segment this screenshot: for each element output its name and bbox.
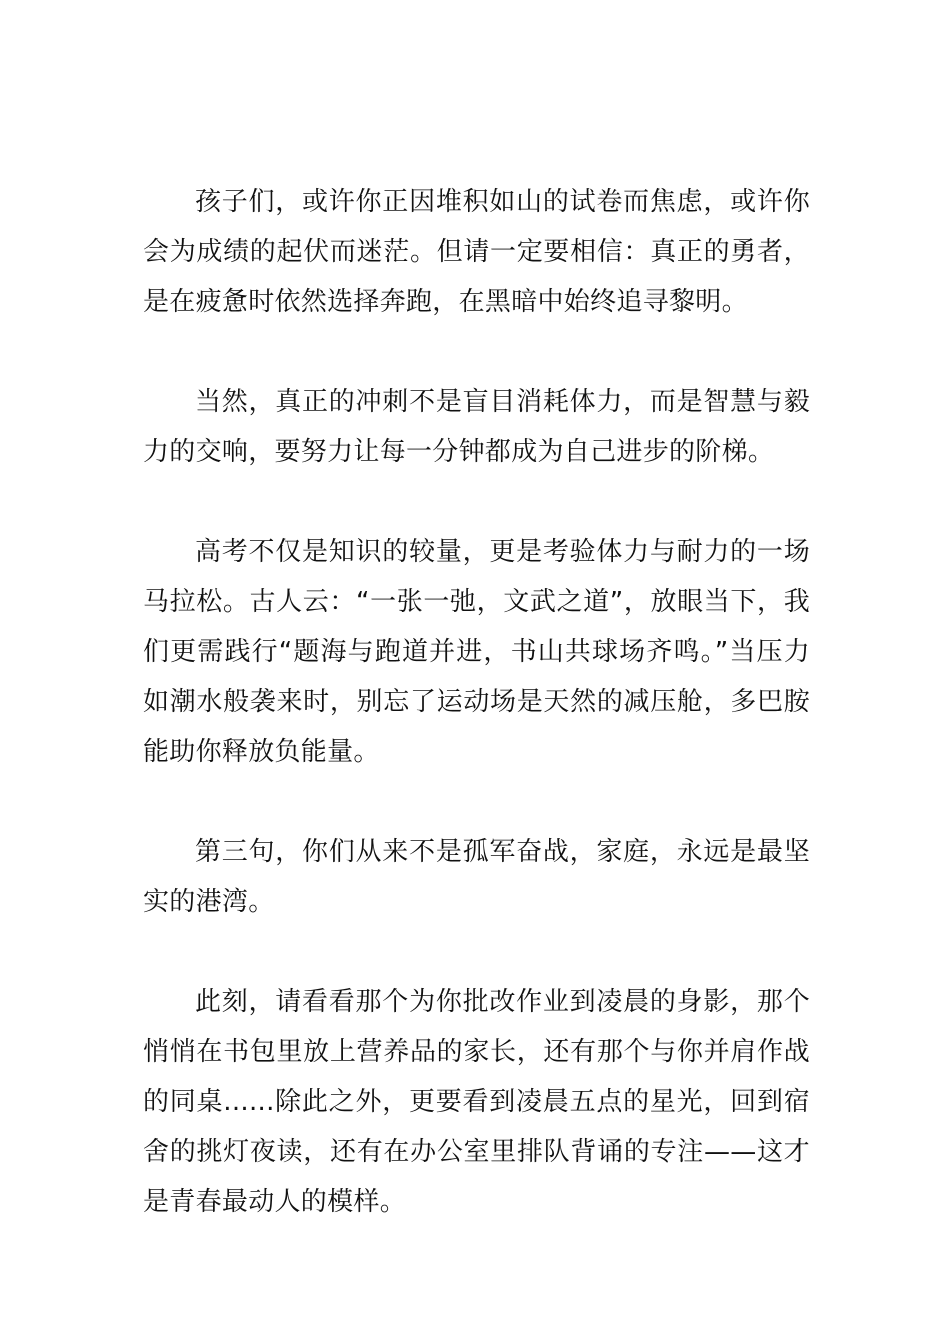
paragraph-3: 高考不仅是知识的较量，更是考验体力与耐力的一场马拉松。古人云：“一张一弛，文武之道”，放眼当下，我们更需践行“题海与跑道并进，书山共球场齐鸣。”当压力如潮水般袭来时，别忘了运动场是天然的减压舱，多巴胺能助你释放负能量。: [143, 537, 810, 767]
document-body: [143, 177, 810, 1277]
paragraph-2: 当然，真正的冲刺不是盲目消耗体力，而是智慧与毅力的交响，要努力让每一分钟都成为自己进步的阶梯。: [143, 387, 810, 467]
paragraph-1: 孩子们，或许你正因堆积如山的试卷而焦虑，或许你会为成绩的起伏而迷茫。但请一定要相信：真正的勇者，是在疲惫时依然选择奔跑，在黑暗中始终追寻黎明。: [143, 187, 810, 317]
paragraph-4: 第三句，你们从来不是孤军奋战，家庭，永远是最坚实的港湾。: [143, 837, 810, 917]
paragraph-5: 此刻，请看看那个为你批改作业到凌晨的身影，那个悄悄在书包里放上营养品的家长，还有那个与你并肩作战的同桌......除此之外，更要看到凌晨五点的星光，回到宿舍的挑灯夜读，还有在办公室里排队背诵的专注——这才是青春最动人的模样。: [143, 987, 810, 1217]
